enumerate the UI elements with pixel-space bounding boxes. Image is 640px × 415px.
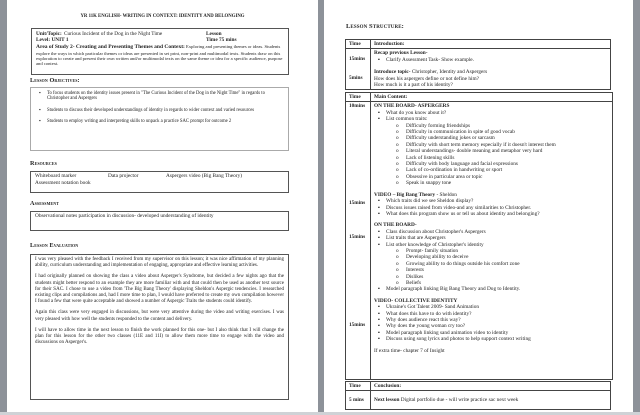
- topic-text: Christopher, Identity and Aspergers: [411, 69, 488, 76]
- introduction-table: [345, 39, 611, 90]
- objective-item: ▪ To focus students on the identity issues present in "The Curious Incident of the Dog in the Night Time" in regards to Christopher and Aspergers: [35, 91, 284, 102]
- aos-label: Area of Study 2- Creating and Presenting Themes and Context:: [36, 44, 185, 51]
- list-item: ▪ Why does the young woman cry too?: [374, 323, 609, 329]
- list-item: ▪ Class discussion about Christopher's Aspergers: [374, 229, 609, 235]
- list-item: ▪ Which traits did we see Sheldon display?: [374, 198, 609, 204]
- document-page-1: [7, 0, 318, 412]
- time-header: Time: [346, 382, 371, 391]
- list-item: o Dislikes: [374, 274, 609, 280]
- time-value: 15mins: [349, 234, 366, 241]
- list-item: o Lack of listening skills: [374, 155, 609, 161]
- list-item: o Growing ability to do things outside his comfort zone: [374, 261, 609, 267]
- aos-text: Exploring and presenting themes or ideas. Students explore the ways in which particular themes or ideas are presented in set print, non-print and multimodal texts. Students draw on this exploration to create and present their own written and/or multimodal texts on the same theme or idea for a specific audience, purpose and context.: [36, 44, 283, 67]
- list-item: ▪ What do you know about it?: [374, 110, 609, 116]
- evaluation-heading: Lesson Evaluation: [30, 242, 79, 249]
- assessment-box: Observational notes participation in discussion- developed understanding of identity: [30, 211, 289, 231]
- time-value: 5mins: [349, 75, 363, 82]
- list-item: ▪ Clarify Assessment Task- Show example.: [374, 57, 607, 63]
- list-item: o Difficulty with body language and facial expressions: [374, 161, 609, 167]
- resources-box: [30, 171, 289, 193]
- list-item: o Prompt- family situation: [374, 248, 609, 254]
- resource-item: Whiteboard marker: [35, 173, 77, 179]
- objectives-heading: Lesson Objectives:: [30, 77, 80, 84]
- next-lesson-text: Digital portfolio due - will write practice sac next week: [400, 397, 519, 404]
- list-item: o Difficulty understanding jokes or sarcasm: [374, 135, 609, 141]
- objective-item: ▪ Students to employ writing and interpreting skills to unpack a practice SAC prompt for outcome 2: [35, 119, 284, 124]
- list-item: ▪ Model paragraph linking Big Bang Theory and Dog to Identity.: [374, 286, 609, 292]
- evaluation-paragraph: I was very pleased with the feedback I received from my supervisor on this lesson; it was nice affirmation of my planning ability, curriculum understanding and implementation of engaging, appropriate and effective learning activities.: [35, 257, 284, 269]
- evaluation-paragraph: Again this class were very engaged in discussions, but were very attentive during the video and writing exercises. I was very pleased with how well the students responded to the content and delivery.: [35, 310, 284, 322]
- list-item: o Difficulty with short term memory especially if it doesn't interest them: [374, 142, 609, 148]
- topic-label: Introduce topic-: [374, 69, 411, 76]
- evaluation-box: [30, 254, 289, 400]
- resource-item: Assessment notation book: [35, 179, 91, 186]
- level: Level: UNIT 1: [36, 37, 69, 44]
- section-header: Introduction:: [374, 41, 405, 47]
- list-item: ▪ What does this program show us or tell us about identity and belonging?: [374, 211, 609, 217]
- resource-item: Data projector: [108, 173, 139, 179]
- list-item: o Beliefs: [374, 280, 609, 286]
- document-title: YR 11K ENGLISH- WRITING IN CONTEXT: IDENTITY AND BELONGING: [80, 14, 245, 19]
- time-value: 5 mins: [346, 391, 371, 410]
- resource-item: Aspergers video (Big Bang Theory): [166, 173, 243, 179]
- list-item: o Lack of co-ordination in handwriting or sport: [374, 167, 609, 173]
- time-header: Time: [346, 93, 371, 102]
- block-subheading: - Sheldon: [436, 191, 457, 198]
- resources-heading: Resources: [30, 160, 57, 167]
- conclusion-table: [345, 381, 611, 410]
- objectives-box[interactable]: [30, 87, 289, 151]
- section-header: Main Content:: [374, 94, 408, 100]
- lesson-time: Time 75 mins: [206, 37, 237, 44]
- assessment-heading: Assessment: [30, 200, 60, 207]
- list-item: ▪ Discuss using song lyrics and photos to help support context writing: [374, 336, 609, 342]
- objective-item: ▪ Students to discuss their developed understandings of identity in regards to wider context and varied resources: [35, 108, 284, 113]
- list-item: o Difficulty forming friendships: [374, 123, 609, 129]
- evaluation-paragraph: I will have to allow time in the next lesson to finish the work planned for this one- but I also think that I will change the plan for this lesson for the other two classes (11E and 11I) to allow them more time to engage with the video and discussions on Asperger's.: [35, 327, 284, 346]
- list-item: o Developing ability to deceive: [374, 254, 609, 260]
- question: How much is it a part of his identity?: [374, 82, 453, 89]
- list-item: o Literal understandings- double meaning and metaphor very hard: [374, 148, 609, 154]
- list-item: o Obsessive in particular area or topic: [374, 174, 609, 180]
- list-item: ▪ List common traits:: [374, 116, 609, 122]
- time-value: 15mins: [349, 200, 366, 207]
- block-heading: ON THE BOARD- ASPERGERS: [374, 103, 450, 110]
- list-item: ▪ List other knowledge of Christopher's identity: [374, 242, 609, 248]
- evaluation-paragraph: I had originally planned on showing the class a video about Asperger's Syndrome, but decided a few nights ago that the students might better respond to an example they are more familiar with and that could then be used as another text source for their SAC. I chose to use a video from 'The Big Bang Theory' displaying Sheldon's Aspergic tendencies. I researched existing clips and compilations and, had I more time to plan, I would have preferred to create my own compilation however I found a few that were quite acceptable and showed a number of Aspergic Traits the students could identify.: [35, 274, 284, 305]
- question: How does his aspergers define or not define him?: [374, 75, 479, 82]
- time-value: 15mins: [349, 322, 366, 329]
- document-page-2: [324, 0, 633, 412]
- list-item: ▪ Model paragraph linking sand animation video to identity: [374, 330, 609, 336]
- list-item: o Difficulty in communication in spite of good vocab: [374, 129, 609, 135]
- list-item: ▪ Ukraine's Got Talent 2009- Sand Animation: [374, 304, 609, 310]
- block-heading: VIDEO – Big Bang Theory: [374, 191, 436, 198]
- recap-heading: Recap previous Lesson-: [374, 50, 428, 57]
- unit-label: Unit/Topic:: [36, 31, 62, 37]
- unit-info-box: [31, 28, 289, 75]
- list-item: ▪ What does this have to do with identity?: [374, 311, 609, 317]
- time-header: Time: [346, 40, 371, 49]
- area-of-study: [36, 44, 284, 66]
- next-lesson-label: Next lesson: [374, 397, 400, 404]
- extra-time-note: If extra time- chapter 7 of Insight: [374, 347, 445, 354]
- list-item: ▪ Why does audience react this way?: [374, 317, 609, 323]
- list-item: o Speak in snappy tone: [374, 180, 609, 186]
- list-item: ▪ List traits that are Aspergers: [374, 235, 609, 241]
- list-item: ▪ Discuss issues raised from video-and any similarities to Christopher.: [374, 205, 609, 211]
- section-header: Conclusion:: [374, 383, 402, 389]
- lesson-label: Lesson: [206, 31, 222, 37]
- time-value: 10mins: [349, 103, 366, 110]
- lesson-structure-heading: Lesson Structure:: [346, 23, 404, 30]
- list-item: o Interests: [374, 267, 609, 273]
- unit-value: Curious Incident of the Dog in the Night Time: [64, 31, 163, 37]
- block-heading: ON THE BOARD-: [374, 222, 417, 229]
- time-value: 15mins: [349, 56, 366, 63]
- main-content-table: [345, 92, 613, 380]
- block-heading: VIDEO- COLLECTIVE IDENTITY: [374, 297, 458, 304]
